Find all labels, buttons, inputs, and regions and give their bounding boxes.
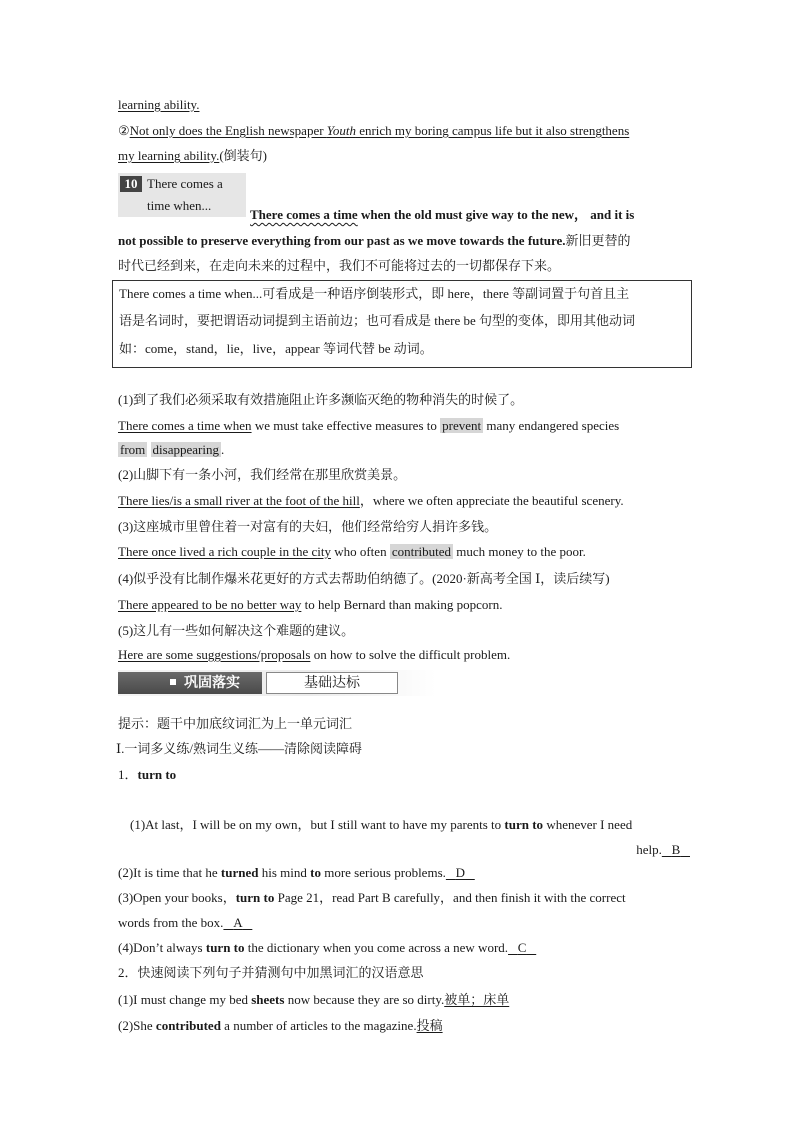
item-text: a number of articles to the magazine. <box>220 1018 417 1033</box>
answer-text: learning ability. <box>118 97 200 112</box>
question-4: (4)似乎没有比制作爆米花更好的方式去帮助伯纳德了。(2020·新高考全国 Ⅰ，读后续写) <box>118 571 610 586</box>
answer-segment: . <box>220 442 225 457</box>
point-tag-10 <box>118 173 246 217</box>
answer-letter: A <box>233 915 243 930</box>
bold-word: turned <box>220 865 259 880</box>
shaded-word: disappearing <box>152 442 219 457</box>
example-translation: 时代已经到来，在走向未来的过程中，我们不可能将过去的一切都保存下来。 <box>118 258 561 273</box>
note-line: There comes a time when...可看成是一种语序倒装形式，即 here，there 等副词置于句首且主 <box>119 286 630 301</box>
answer-blank <box>223 914 252 932</box>
question-2: (2)山脚下有一条小河，我们经常在那里欣赏美景。 <box>118 467 407 482</box>
answer-blank <box>662 841 690 859</box>
bold-word: turn to <box>504 817 544 832</box>
item-text: (2)She <box>118 1018 156 1033</box>
item-text: whenever I need <box>543 817 633 832</box>
bold-word: turn to <box>205 940 245 955</box>
item-1-1-cont <box>636 841 690 859</box>
text-line <box>118 147 684 165</box>
part-1-heading <box>118 766 684 784</box>
item-text: (4)Don’t always <box>118 940 206 955</box>
item-text: words from the box. <box>118 915 224 930</box>
note-line: 语是名词时，要把谓语动词提到主语前边；也可看成是 there be 句型的变体，即用其他动词 <box>119 313 636 328</box>
answer-text: There once lived a rich couple in the city <box>118 544 331 559</box>
item-2-1 <box>118 991 684 1009</box>
answer-segment: we must take effective measures to <box>251 418 441 433</box>
answer-segment: on how to solve the difficult problem. <box>310 647 511 662</box>
item-text: (2)It is time that he <box>118 865 221 880</box>
answer-text: There appeared to be no better way <box>118 597 302 612</box>
note: (倒装句) <box>219 148 267 163</box>
banner-secondary: 基础达标 <box>266 672 398 694</box>
point-number: 10 <box>120 176 142 192</box>
text-line <box>118 122 684 140</box>
bold-word: to <box>310 865 321 880</box>
item-1-4 <box>118 939 684 957</box>
shaded-word: contributed <box>391 544 452 559</box>
answer-text: 投稿 <box>416 1018 443 1033</box>
point-title-line1: There comes a <box>147 176 223 191</box>
example-line <box>118 257 684 275</box>
banner-primary-label: 巩固落实 <box>184 675 240 691</box>
question-5: (5)这儿有一些如何解决这个难题的建议。 <box>118 623 355 638</box>
answer-segment: much money to the poor. <box>453 544 586 559</box>
bold-word: sheets <box>251 992 285 1007</box>
answer-letter: D <box>455 865 466 880</box>
answer-text: Here are some suggestions/proposals <box>118 647 311 662</box>
bullet-square-icon <box>170 679 176 685</box>
answer-4 <box>118 596 684 614</box>
item-2-2 <box>118 1017 684 1035</box>
item-text: (1)At last，I will be on my own，but I still want to have my parents to <box>130 817 505 832</box>
answer-5 <box>118 646 684 664</box>
banner-primary <box>118 672 262 694</box>
answer-segment: ，where we often appreciate the beautiful scenery. <box>359 493 624 508</box>
answer-blank <box>508 939 536 957</box>
item-marker: ② <box>118 123 130 138</box>
bold-word: contributed <box>155 1018 221 1033</box>
answer-text <box>130 123 630 138</box>
target-word: turn to <box>137 767 177 782</box>
item-1-1 <box>130 816 684 834</box>
hint-text: 提示：题干中加底纹词汇为上一单元词汇 <box>118 716 353 731</box>
answer-segment: enrich my boring campus life but it also strengthens <box>355 123 630 138</box>
item-text: now because they are so dirty. <box>284 992 445 1007</box>
item-text: more serious problems. <box>320 865 446 880</box>
answer-segment: to help Bernard than making popcorn. <box>301 597 503 612</box>
item-1-3 <box>118 889 684 907</box>
item-text: Page 21，read Part B carefully，and then finish it with the correct <box>274 890 626 905</box>
bold-word: turn to <box>235 890 275 905</box>
answer-text: my learning ability. <box>118 148 220 163</box>
example-translation: 新旧更替的 <box>565 233 631 248</box>
item-text: (3)Open your books， <box>118 890 236 905</box>
answer-segment: who often <box>330 544 390 559</box>
example-line <box>250 206 684 224</box>
answer-1 <box>118 417 684 435</box>
key-phrase: There comes a time <box>250 207 358 222</box>
answer-text: There comes a time when <box>118 418 252 433</box>
item-1-3-cont <box>118 914 684 932</box>
answer-1-cont <box>118 441 684 459</box>
answer-segment: Not only does the English newspaper <box>129 123 327 138</box>
shaded-word: prevent <box>442 418 482 433</box>
shaded-word: from <box>120 442 146 457</box>
item-1-2 <box>118 864 684 882</box>
text-line <box>118 96 684 114</box>
answer-3 <box>118 543 684 561</box>
example-line <box>118 232 684 250</box>
answer-segment: many endangered species <box>483 418 620 433</box>
answer-text: 被单；床单 <box>444 992 510 1007</box>
example-text: not possible to preserve everything from our past as we move towards the future. <box>118 233 566 248</box>
newspaper-title: Youth <box>326 123 356 138</box>
answer-2 <box>118 492 684 510</box>
section-banner <box>118 670 436 696</box>
question-1: (1)到了我们必须采取有效措施阻止许多濒临灭绝的物种消失的时候了。 <box>118 392 524 407</box>
part-2-heading: 2．快速阅读下列句子并猜测句中加黑词汇的汉语意思 <box>118 965 424 980</box>
answer-text: There lies/is a small river at the foot of the hill <box>118 493 360 508</box>
answer-blank <box>446 864 475 882</box>
answer-letter: B <box>671 842 681 857</box>
question-3: (3)这座城市里曾住着一对富有的夫妇，他们经常给穷人捐许多钱。 <box>118 519 498 534</box>
item-text: the dictionary when you come across a new word. <box>244 940 509 955</box>
point-title-line2: time when... <box>147 198 212 213</box>
note-line: 如：come，stand，lie，live，appear 等词代替 be 动词。 <box>119 341 433 356</box>
item-text: (1)I must change my bed <box>118 992 252 1007</box>
section-heading: Ⅰ.一词多义练/熟词生义练——清除阅读障碍 <box>116 741 362 756</box>
item-text: his mind <box>258 865 311 880</box>
example-text: when the old must give way to the new， and it is <box>357 207 635 222</box>
grammar-note-box <box>112 280 692 368</box>
item-text: help. <box>636 842 662 857</box>
answer-letter: C <box>517 940 527 955</box>
part-number: 1． <box>118 767 138 782</box>
